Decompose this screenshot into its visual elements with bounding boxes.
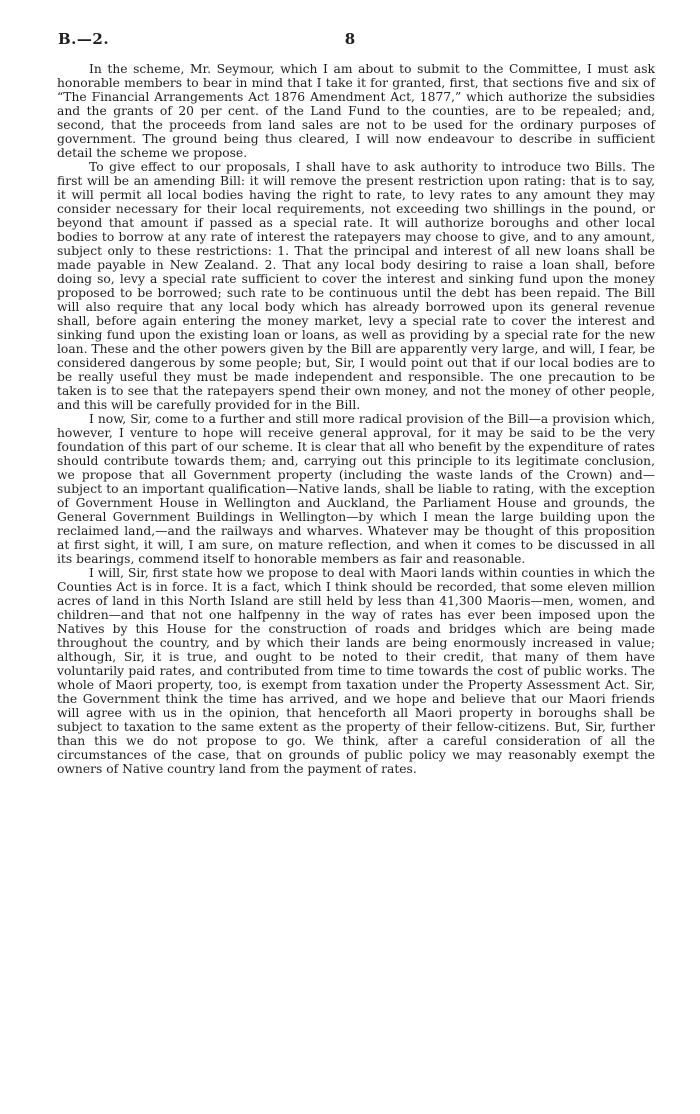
document-body [57, 62, 655, 776]
paragraph: I will, Sir, first state how we propose to deal with Maori lands within counties in which the Counties Act is in force. It is a fact, which I think should be recorded, that some eleven million acres of land in this North Island are still held by less than 41,300 Maoris—men, women, and children—and that not one halfpenny in the way of rates has ever been imposed upon the Natives by this House for the construction of roads and bridges which are being made throughout the country, and by which their lands are being enormously increased in value; although, Sir, it is true, and ought to be noted to their credit, that many of them have voluntarily paid rates, and contributed from time to time towards the cost of public works. The whole of Maori property, too, is exempt from taxation under the Property Assessment Act. Sir, the Government think the time has arrived, and we hope and believe that our Maori friends will agree with us in the opinion, that henceforth all Maori property in boroughs shall be subject to taxation to the same extent as the property of their fellow-citizens. But, Sir, further than this we do not propose to go. We think, after a careful consideration of all the circumstances of the case, that on grounds of public policy we may reasonably exempt the owners of Native country land from the payment of rates. [57, 566, 655, 776]
paragraph: To give effect to our proposals, I shall have to ask authority to introduce two Bills. The first will be an amending Bill: it will remove the present restriction upon rating: that is to say, it will permit all local bodies having the right to rate, to levy rates to any amount they may consider necessary for their local requirements, not exceeding two shillings in the pound, or beyond that amount if passed as a special rate. It will authorize boroughs and other local bodies to borrow at any rate of interest the ratepayers may choose to give, and to any amount, subject only to these restrictions: 1. That the principal and interest of all new loans shall be made payable in New Zealand. 2. That any local body desiring to raise a loan shall, before doing so, levy a special rate sufficient to cover the interest and sinking fund upon the money proposed to be borrowed; such rate to be continuous until the debt has been repaid. The Bill will also require that any local body which has already borrowed upon its general revenue shall, before again entering the money market, levy a special rate to cover the interest and sinking fund upon the existing loan or loans, as well as providing by a special rate for the new loan. These and the other powers given by the Bill are apparently very large, and will, I fear, be considered dangerous by some people; but, Sir, I would point out that if our local bodies are to be really useful they must be made independent and responsible. The one precaution to be taken is to see that the ratepayers spend their own money, and not the money of other people, and this will be carefully provided for in the Bill. [57, 160, 655, 412]
page-number: 8 [344, 30, 356, 48]
page-header [55, 30, 645, 50]
paragraph: I now, Sir, come to a further and still more radical provision of the Bill—a provision which, however, I venture to hope will receive general approval, for it may be said to be the very foundation of this part of our scheme. It is clear that all who benefit by the expenditure of rates should contribute towards them; and, carrying out this principle to its legitimate conclusion, we propose that all Government property (including the waste lands of the Crown) and—subject to an important qualification—Native lands, shall be liable to rating, with the exception of Government House in Wellington and Auckland, the Parliament House and grounds, the General Government Buildings in Wellington—by which I mean the large building upon the reclaimed land,—and the railways and wharves. Whatever may be thought of this proposition at first sight, it will, I am sure, on mature reflection, and when it comes to be discussed in all its bearings, commend itself to honorable members as fair and reasonable. [57, 412, 655, 566]
paragraph: In the scheme, Mr. Seymour, which I am about to submit to the Committee, I must ask honorable members to bear in mind that I take it for granted, first, that sections five and six of “The Financial Arrangements Act 1876 Amendment Act, 1877,” which authorize the subsidies and the grants of 20 per cent. of the Land Fund to the counties, are to be repealed; and, second, that the proceeds from land sales are not to be used for the ordinary purposes of government. The ground being thus cleared, I will now endeavour to describe in sufficient detail the scheme we propose. [57, 62, 655, 160]
document-reference: B.—2. [58, 30, 110, 48]
